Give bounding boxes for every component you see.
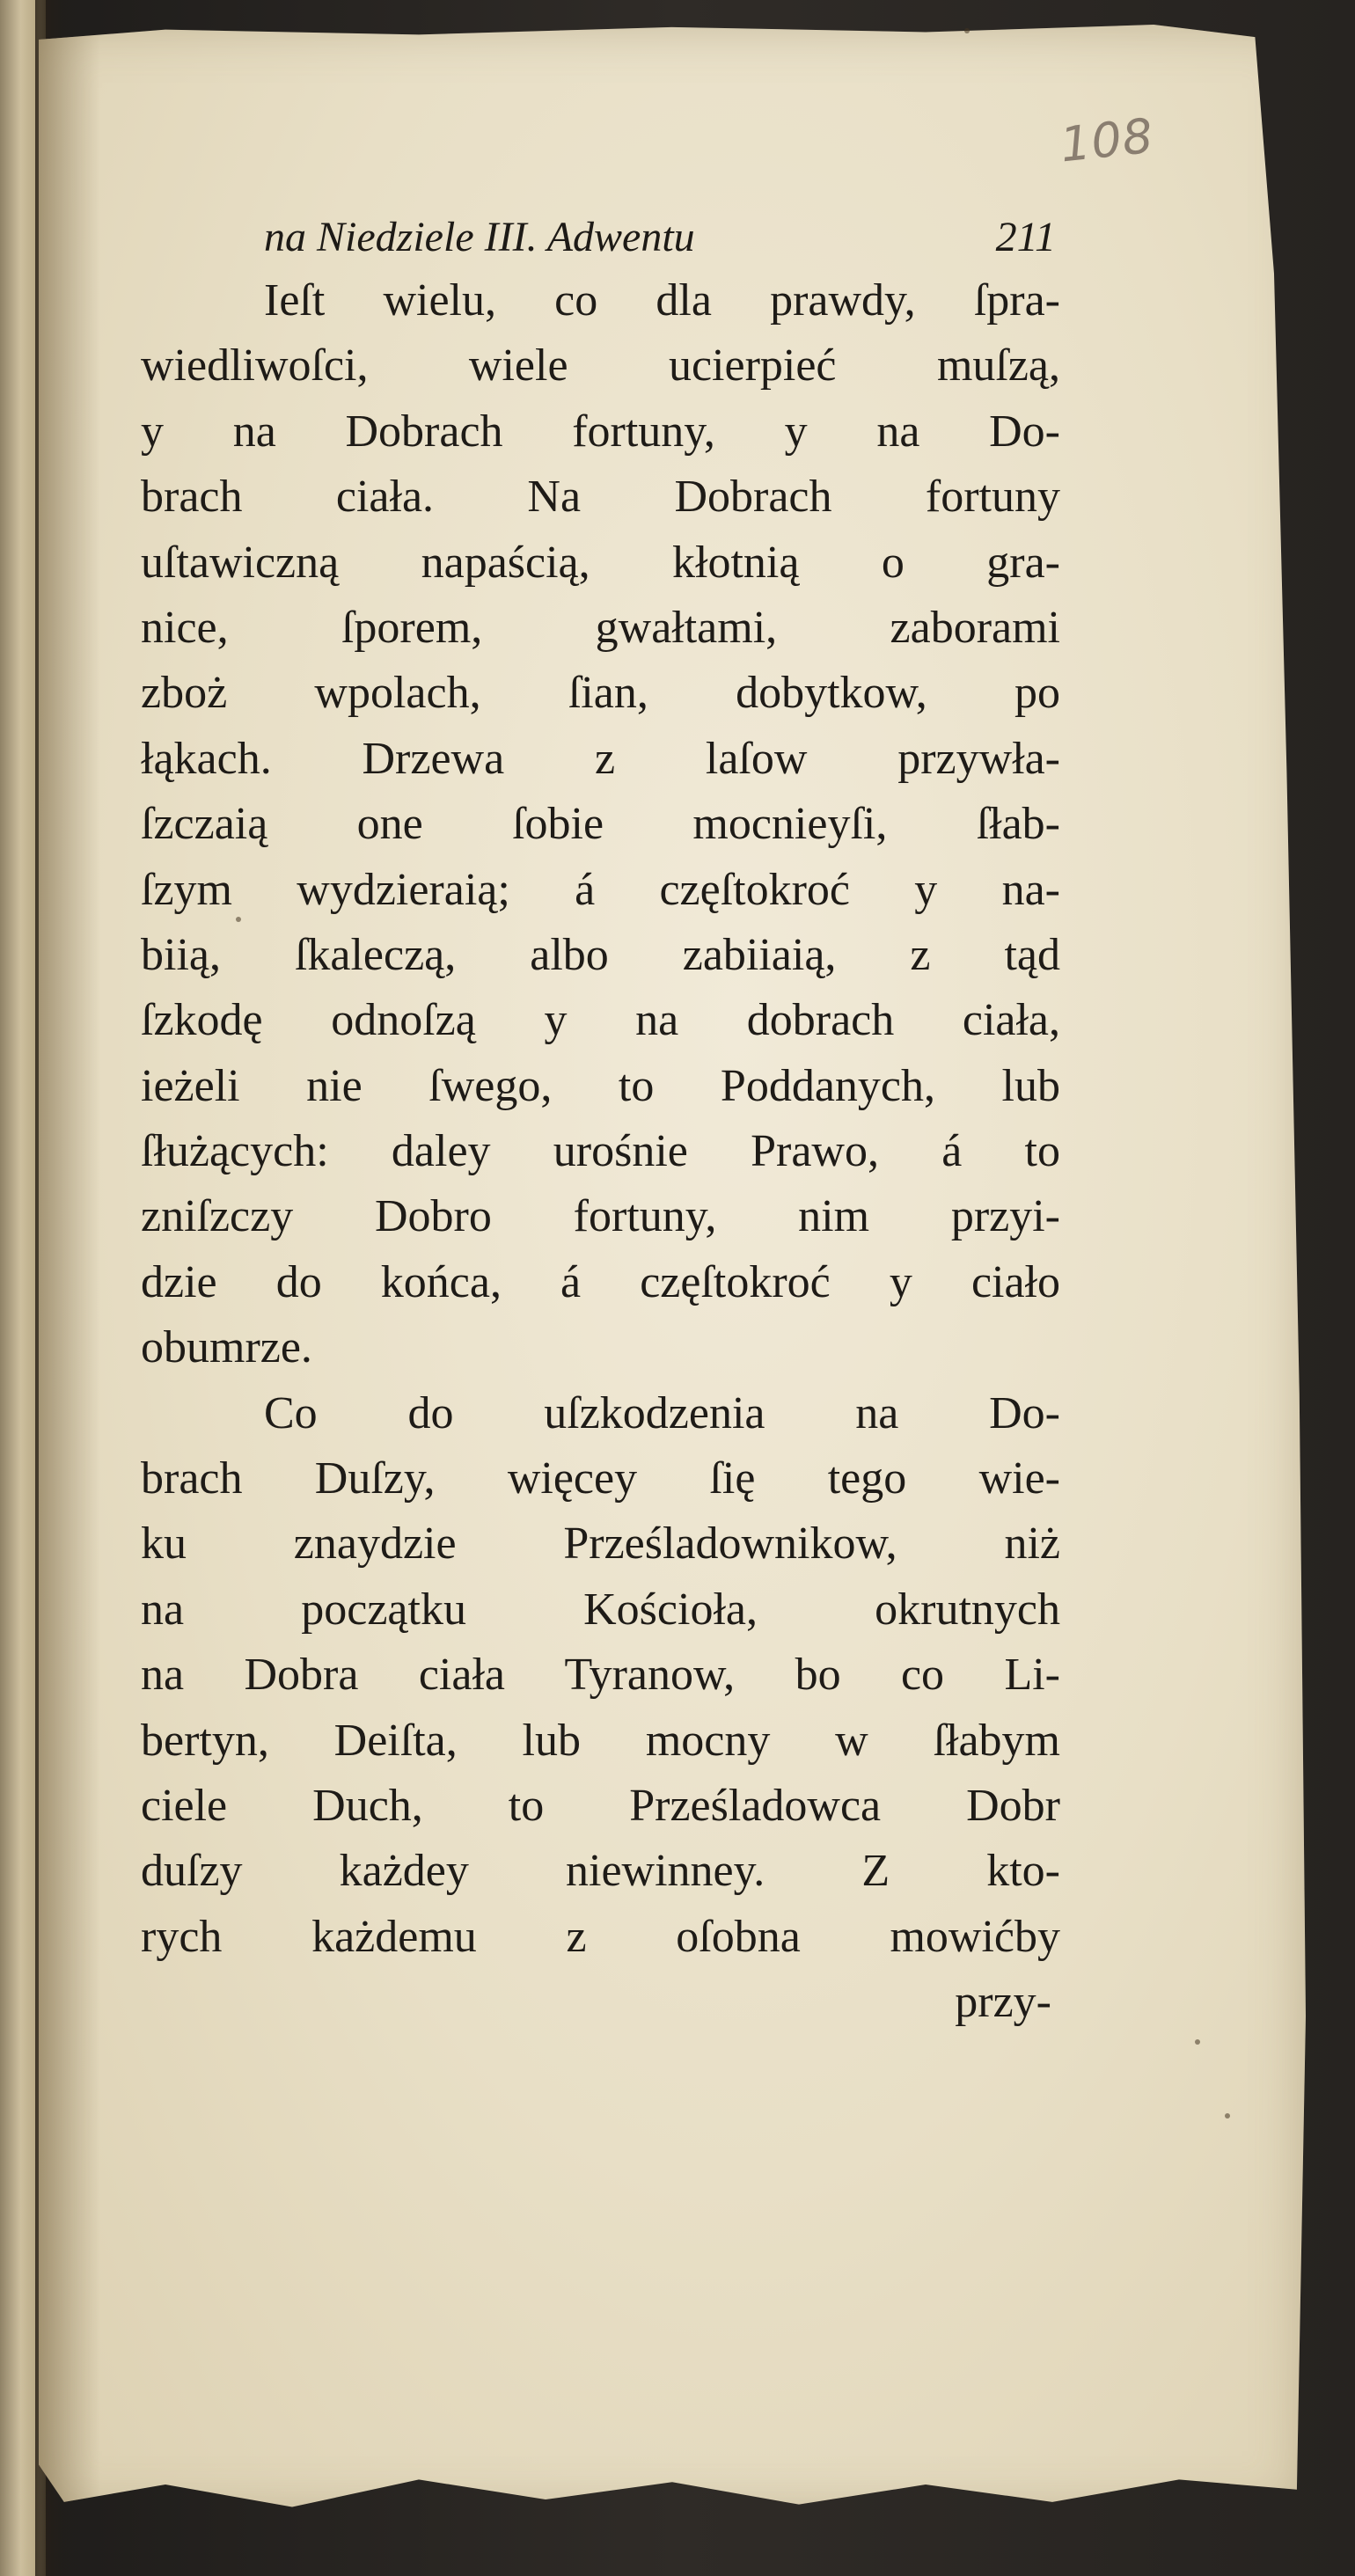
page-gutter: [39, 25, 100, 2514]
text-line: y na Dobrach fortuny, y na Do-: [141, 406, 1060, 457]
text-line: brach ciała. Na Dobrach fortuny: [141, 472, 1060, 523]
text-line: uſtawiczną napaścią, kłotnią o gra-: [141, 537, 1060, 588]
running-header-title: na Niedziele III. Adwentu: [264, 214, 695, 260]
text-line: ſzym wydzieraią; á częſtokroć y na-: [141, 864, 1060, 915]
text-line: ku znaydzie Prześladownikow, niż: [141, 1519, 1060, 1570]
text-line: bertyn, Deiſta, lub mocny w ſłabym: [141, 1715, 1060, 1766]
body-text: [141, 268, 1060, 2036]
paper-speck: [1195, 2039, 1200, 2045]
paper-speck: [1225, 2113, 1230, 2119]
text-line: zniſzczy Dobro fortuny, nim przyi-: [141, 1191, 1060, 1242]
text-line: wiedliwoſci, wiele ucierpieć muſzą,: [141, 340, 1060, 392]
text-line: brach Duſzy, więcey ſię tego wie-: [141, 1453, 1060, 1504]
text-line: nice, ſporem, gwałtami, zaborami: [141, 602, 1060, 653]
text-line: Ieſt wielu, co dla prawdy, ſpra-: [264, 275, 1060, 326]
text-line: na początku Kościoła, okrutnych: [141, 1584, 1060, 1635]
text-line: Co do uſzkodzenia na Do-: [264, 1387, 1060, 1438]
running-header: [264, 209, 1056, 266]
text-line: ſłużących: daley urośnie Prawo, á to: [141, 1126, 1060, 1177]
text-line: zboż wpolach, ſian, dobytkow, po: [141, 668, 1060, 719]
text-line: biią, ſkaleczą, albo zabiiaią, z tąd: [141, 929, 1060, 980]
text-line: duſzy każdey niewinney. Z kto-: [141, 1846, 1060, 1897]
text-line: łąkach. Drzewa z laſow przywła-: [141, 733, 1060, 784]
text-line: na Dobra ciała Tyranow, bo co Li-: [141, 1650, 1060, 1701]
text-line: ciele Duch, to Prześladowca Dobr: [141, 1780, 1060, 1831]
text-line: rych każdemu z oſobna mowićby: [141, 1911, 1060, 1962]
text-line: obumrze.: [141, 1322, 312, 1373]
page-number: 211: [995, 214, 1056, 260]
catchword: przy-: [955, 1977, 1051, 2028]
text-line: ieżeli nie ſwego, to Poddanych, lub: [141, 1060, 1060, 1111]
text-line: ſzczaią one ſobie mocnieyſi, ſłab-: [141, 799, 1060, 850]
paper-speck: [964, 28, 970, 33]
text-line: dzie do końca, á częſtokroć y ciało: [141, 1256, 1060, 1307]
handwritten-folio-number: 108: [1057, 107, 1157, 173]
text-line: ſzkodę odnoſzą y na dobrach ciała,: [141, 995, 1060, 1046]
